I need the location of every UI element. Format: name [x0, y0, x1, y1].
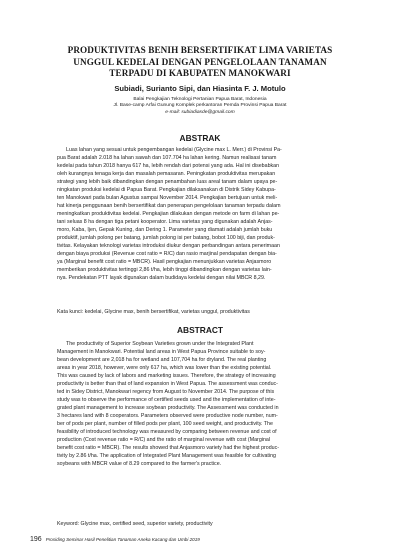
abstrak-line: Luas lahan yang sesuai untuk pengembangan kedelai (Glycine max L. Merr.) di Provinsi Pa-	[66, 147, 282, 153]
title-line: UNGGUL KEDELAI DENGAN PENGELOLAAN TANAMAN	[73, 56, 327, 67]
abstract-line: tivity by 2.86 t/ha. The application of Integrated Plant Management was feasible for cultivating	[57, 453, 276, 460]
abstract-line: ber of pods per plant, number of filled pods per plant, 100 seed weight, and productivity. The	[57, 421, 273, 428]
abstrak-line: moro, Kaba, Ijen, Gepak Kuning, dan Dering 1. Parameter yang diamati adalah jumlah buku	[57, 227, 273, 234]
abstrak-line: dengan biaya produksi (Revenue cost ratio = R/C) dan rasio marjinal pendapatan dengan bia-	[57, 251, 277, 258]
abstract-keywords: Keyword: Glycine max, certified seed, superior variety, productivity	[57, 521, 213, 527]
page-number: 196	[30, 536, 42, 543]
abstract-line: Management in Manokwari. Potential land areas in West Papua Province suitable to soy-	[57, 349, 266, 356]
abstract-line: bean development are 2,018 ha for wetland and 107,704 ha for dryland. The real planting	[57, 357, 267, 364]
abstrak-line: ningkatan produksi kedelai di Papua Barat. Pengkajian dilaksanakan di Distrik Sidey Kabupa-	[57, 187, 276, 194]
title-line: TERPADU DI KABUPATEN MANOKWARI	[109, 68, 291, 78]
abstrak-line: nya. Pendekatan PTT layak digunakan dalam budidaya kedelai dengan nilai MBCR 8,29.	[57, 275, 266, 282]
abstrak-line: hat kinerja penggunaan benih bersertifikat dan penerapan pengelolaan tanaman terpadu dalam	[57, 203, 281, 210]
abstrak-line: pua Barat adalah 2.018 ha lahan sawah dan 107.704 ha lahan kering. Namun realisasi tanam	[57, 155, 277, 162]
author-list: Subiadi, Surianto Sipi, dan Hiasinta F. J. Motulo	[114, 84, 286, 93]
title-line: PRODUKTIVITAS BENIH BERSERTIFIKAT LIMA VARIETAS	[67, 45, 333, 55]
abstrak-line: tivitas. Kelayakan teknologi varietas introduksi diukur dengan perbandingan antara penerimaan	[57, 243, 280, 250]
abstrak-keywords: Kata kunci: kedelai, Glycine max, benih bersertifikat, varietas unggul, produktivitas	[57, 309, 250, 315]
page-footer	[30, 536, 370, 543]
affiliation-block	[40, 97, 360, 116]
abstrak-line: ya (Marginal benefit cost ratio = MBCR). Hasil pengkajian menunjukkan varietas Anjasmoro	[57, 259, 272, 266]
abstrak-line: produktif, jumlah polong per batang, jumlah polong isi per batang, bobot 100 biji, dan produk-	[57, 235, 275, 242]
abstrak-line: tani seluas 8 ha dengan tiga petani kooperator. Lima varietas yang digunakan adalah Anjas-	[57, 219, 273, 226]
publication-name: Prosiding Seminar Hasil Penelitian Tanaman Aneka Kacang dan Umbi 2019	[45, 537, 200, 542]
abstrak-line: meningkatkan produktivitas kedelai. Pengkajian dilakukan dengan metode on farm di lahan pe-	[57, 211, 280, 218]
abstrak-heading: ABSTRAK	[179, 133, 221, 143]
abstract-line: productivity is better than that of land expansion in West Papua. The assessment was conduc-	[57, 381, 278, 388]
abstrak-body	[57, 146, 355, 282]
abstract-line: soybeans with MBCR value of 8.29 compared to the farmer's practice.	[57, 461, 222, 468]
affiliation-institution: Balai Pengkajian Teknologi Pertanian Papua Barat, Indonesia	[133, 97, 267, 102]
abstract-body	[57, 340, 355, 468]
abstract-line: feasibility of introduced technology was measured by comparing between revenue and cost of	[57, 429, 277, 436]
abstrak-line: ten Manokwari pada bulan Agustus sampai November 2014. Pengkajian bertujuan untuk meli-	[57, 195, 278, 202]
abstract-line: grated plant management to increase soybean productivity. The Assessment was conducted in	[57, 405, 279, 412]
affiliation-email: e-mail: subiadiasde@gmail.com	[165, 109, 235, 115]
abstract-line: 3 hectares land with 8 cooperators. Parameters observed were productive node number, num-	[57, 413, 278, 420]
paper-title	[30, 45, 370, 80]
abstrak-line: kedelai pada tahun 2018 hanya 617 ha, lebih rendah dari potensi yang ada. Hal ini disebabkan	[57, 163, 280, 170]
affiliation-address: Jl. Base-camp Arfai Gunung Komplek perkantoran Pemda Provinsi Papua Barat	[113, 103, 287, 109]
abstract-line: production (Cost revenue ratio = R/C) and the ratio of marginal revenue with cost (Marginal	[57, 437, 271, 444]
abstract-line: areas in year 2018, however, were only 617 ha, which was lower than the existing potential.	[57, 365, 272, 372]
abstrak-line: oleh kurangnya tenaga kerja dan masalah pemasaran. Peningkatan produktivitas merupakan	[57, 171, 276, 178]
abstract-line: benefit cost ratio = MBCR). The results showed that Anjasmoro variety had the highest produc-	[57, 445, 280, 452]
abstract-line: study was to observe the performance of certified seeds used and the implementation of inte-	[57, 397, 276, 404]
abstract-line: This was caused by lack of labors and marketing issues. Therefore, the strategy of increasing	[57, 373, 276, 380]
abstrak-line: strategi yang lebih baik dibandingkan dengan penambahan luas areal tanam dalam upaya pe-	[57, 179, 278, 186]
abstract-line: ted in Sidey District, Manokwari regency from August to November 2014. The purpose of this	[57, 389, 275, 396]
abstract-heading: ABSTRACT	[176, 325, 224, 335]
abstract-line: The productivity of Superior Soybean Varieties grown under the Integrated Plant	[66, 341, 254, 347]
abstrak-line: memberikan produktivitas tertinggi 2,86 t/ha, lebih tinggi dibandingkan dengan varietas lain-	[57, 267, 272, 274]
